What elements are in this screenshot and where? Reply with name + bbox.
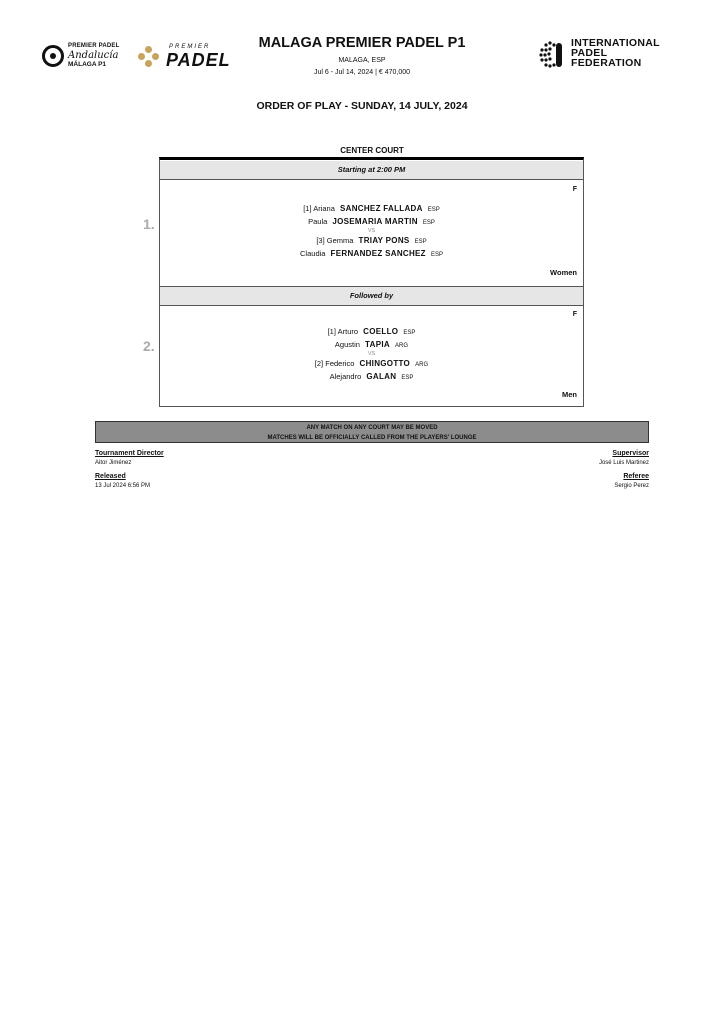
tournament-title: MALAGA PREMIER PADEL P1 [258, 35, 466, 51]
player-row: [2] Federico CHINGOTTO ARG [314, 359, 429, 368]
match-number: 1. [143, 216, 155, 232]
supervisor-label: Supervisor [612, 450, 649, 457]
padel-ball-icon [536, 39, 568, 71]
tournament-director [95, 450, 164, 466]
court-name: CENTER COURT [340, 146, 404, 155]
released-info [95, 473, 150, 489]
supervisor-name: José Luis Martinez [598, 460, 649, 466]
court-schedule [143, 157, 584, 407]
match-number: 2. [143, 338, 155, 354]
match-category: Men [562, 390, 577, 399]
player-row: Paula JOSEMARIA MARTIN ESP [308, 217, 435, 226]
notice-line: MATCHES WILL BE OFFICIALLY CALLED FROM THE PLAYERS' LOUNGE [267, 435, 477, 441]
premier-text: PREMIER [169, 44, 211, 50]
slot-heading: Followed by [160, 286, 583, 306]
match-round: F [572, 186, 577, 193]
logo-line1: PREMIER PADEL [68, 43, 120, 49]
logo-line2: Andalucía [68, 50, 119, 61]
player-row: [1] Ariana SANCHEZ FALLADA ESP [303, 204, 440, 213]
swirl-icon [42, 45, 64, 67]
player-row: [3] Gemma TRIAY PONS ESP [316, 236, 427, 245]
match-category: Women [550, 268, 577, 277]
ipf-text: INTERNATIONAL PADEL FEDERATION [571, 37, 660, 69]
referee-name: Sergio Perez [614, 483, 649, 489]
match-round: F [572, 311, 577, 318]
notice-line: ANY MATCH ON ANY COURT MAY BE MOVED [306, 425, 438, 431]
tournament-header [222, 35, 502, 76]
slot-heading: Starting at 2:00 PM [160, 161, 583, 180]
referee-label: Referee [623, 473, 649, 480]
tournament-location: MALAGA, ESP [338, 57, 386, 64]
released-date: 13 Jul 2024 6:56 PM [95, 483, 151, 489]
logo-line3: MÁLAGA P1 [68, 61, 107, 68]
andalucia-malaga-logo [42, 43, 132, 73]
vs-label: VS [367, 228, 376, 234]
match-2 [143, 306, 583, 406]
player-row: Alejandro GALAN ESP [329, 372, 414, 381]
match-1 [143, 180, 583, 286]
order-of-play-title: ORDER OF PLAY - SUNDAY, 14 JULY, 2024 [256, 100, 468, 112]
supervisor [599, 450, 649, 466]
director-label: Tournament Director [95, 450, 164, 457]
tournament-dates-prize: Jul 6 - Jul 14, 2024 | € 470,000 [314, 69, 410, 76]
director-name: Aitor Jiménez [95, 460, 132, 466]
player-row: [1] Arturo COELLO ESP [327, 327, 416, 336]
player-row: Claudia FERNANDEZ SANCHEZ ESP [300, 249, 443, 258]
player-row: Agustin TAPIA ARG [334, 340, 409, 349]
referee [614, 473, 649, 489]
vs-label: VS [367, 351, 376, 357]
notice-banner [95, 421, 649, 443]
premier-padel-star-icon [138, 46, 160, 68]
padel-text: PADEL [166, 50, 231, 70]
ipf-logo [536, 37, 660, 78]
released-label: Released [95, 473, 126, 480]
